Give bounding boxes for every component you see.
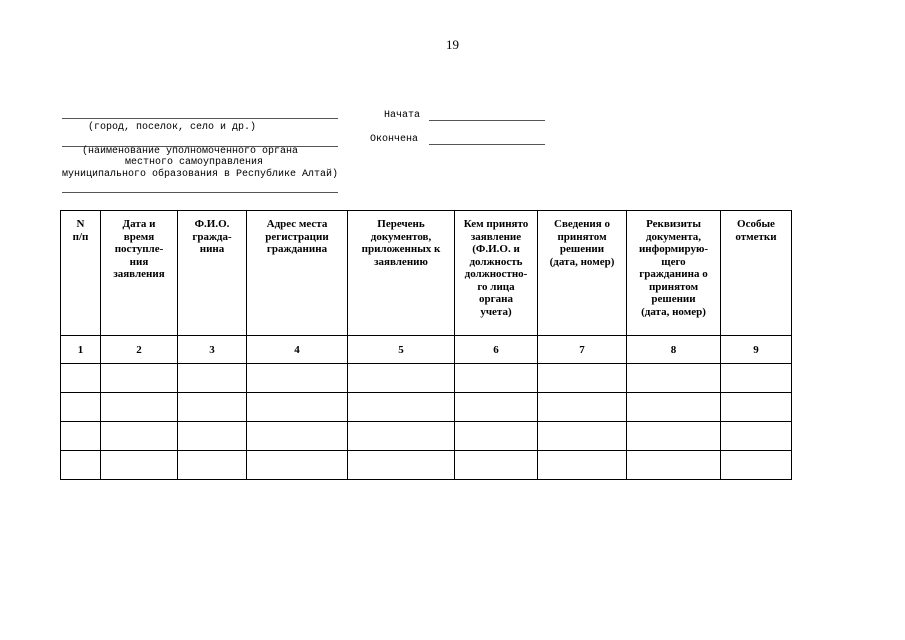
- table-cell: [101, 364, 178, 393]
- table-cell: [247, 393, 348, 422]
- table-cell: [627, 451, 721, 480]
- table-cell: [247, 422, 348, 451]
- table-cell: [538, 393, 627, 422]
- column-header-8: Реквизиты документа, информирую- щего гражданина о принятом решении (дата, номер): [627, 211, 721, 336]
- column-header-3: Ф.И.О. гражда- нина: [178, 211, 247, 336]
- table-cell: [178, 422, 247, 451]
- table-cell: [101, 393, 178, 422]
- table-cell: [247, 451, 348, 480]
- table-cell: [627, 364, 721, 393]
- column-number-9: 9: [721, 336, 792, 364]
- table-cell: [348, 393, 455, 422]
- column-number-7: 7: [538, 336, 627, 364]
- table-cell: [721, 422, 792, 451]
- table-cell: [721, 393, 792, 422]
- table-cell: [455, 393, 538, 422]
- table-cell: [61, 451, 101, 480]
- table-row: [61, 451, 792, 480]
- table-row: [61, 422, 792, 451]
- column-header-6: Кем принято заявление (Ф.И.О. и должность должностно- го лица органа учета): [455, 211, 538, 336]
- column-number-4: 4: [247, 336, 348, 364]
- table-cell: [101, 451, 178, 480]
- authority-caption-1: (наименование уполномоченного органа: [82, 146, 299, 157]
- table-cell: [61, 422, 101, 451]
- table-cell: [61, 364, 101, 393]
- table-cell: [538, 364, 627, 393]
- column-header-9: Особые отметки: [721, 211, 792, 336]
- register-table: [60, 210, 792, 480]
- ended-line: [429, 144, 545, 145]
- column-number-row: [61, 336, 792, 364]
- table-cell: [348, 451, 455, 480]
- column-number-1: 1: [61, 336, 101, 364]
- ended-label: Окончена: [370, 134, 419, 145]
- column-header-7: Сведения о принятом решении (дата, номер): [538, 211, 627, 336]
- table-cell: [721, 364, 792, 393]
- table-cell: [61, 393, 101, 422]
- table-cell: [538, 451, 627, 480]
- column-number-8: 8: [627, 336, 721, 364]
- table-cell: [348, 364, 455, 393]
- column-header-5: Перечень документов, приложенных к заявлению: [348, 211, 455, 336]
- column-number-3: 3: [178, 336, 247, 364]
- authority-caption-3: муниципального образования в Республике Алтай): [62, 169, 339, 180]
- table-cell: [348, 422, 455, 451]
- table-cell: [247, 364, 348, 393]
- column-header-2: Дата и время поступле- ния заявления: [101, 211, 178, 336]
- authority-bottom-line: [62, 192, 338, 193]
- city-caption: (город, поселок, село и др.): [88, 122, 257, 133]
- table-cell: [627, 393, 721, 422]
- column-number-6: 6: [455, 336, 538, 364]
- city-line: [62, 118, 338, 119]
- header-row: [61, 211, 792, 336]
- table-cell: [455, 451, 538, 480]
- table-cell: [627, 422, 721, 451]
- column-number-2: 2: [101, 336, 178, 364]
- started-line: [429, 120, 545, 121]
- table-cell: [455, 364, 538, 393]
- table-cell: [721, 451, 792, 480]
- column-header-1: N п/п: [61, 211, 101, 336]
- column-number-5: 5: [348, 336, 455, 364]
- table-row: [61, 393, 792, 422]
- table-cell: [455, 422, 538, 451]
- table-row: [61, 364, 792, 393]
- authority-caption-2: местного самоуправления: [125, 157, 264, 168]
- table-cell: [538, 422, 627, 451]
- table-cell: [178, 451, 247, 480]
- page-number: 19: [446, 37, 459, 52]
- table-cell: [178, 364, 247, 393]
- started-label: Начата: [384, 110, 421, 121]
- column-header-4: Адрес места регистрации гражданина: [247, 211, 348, 336]
- table-cell: [101, 422, 178, 451]
- table-cell: [178, 393, 247, 422]
